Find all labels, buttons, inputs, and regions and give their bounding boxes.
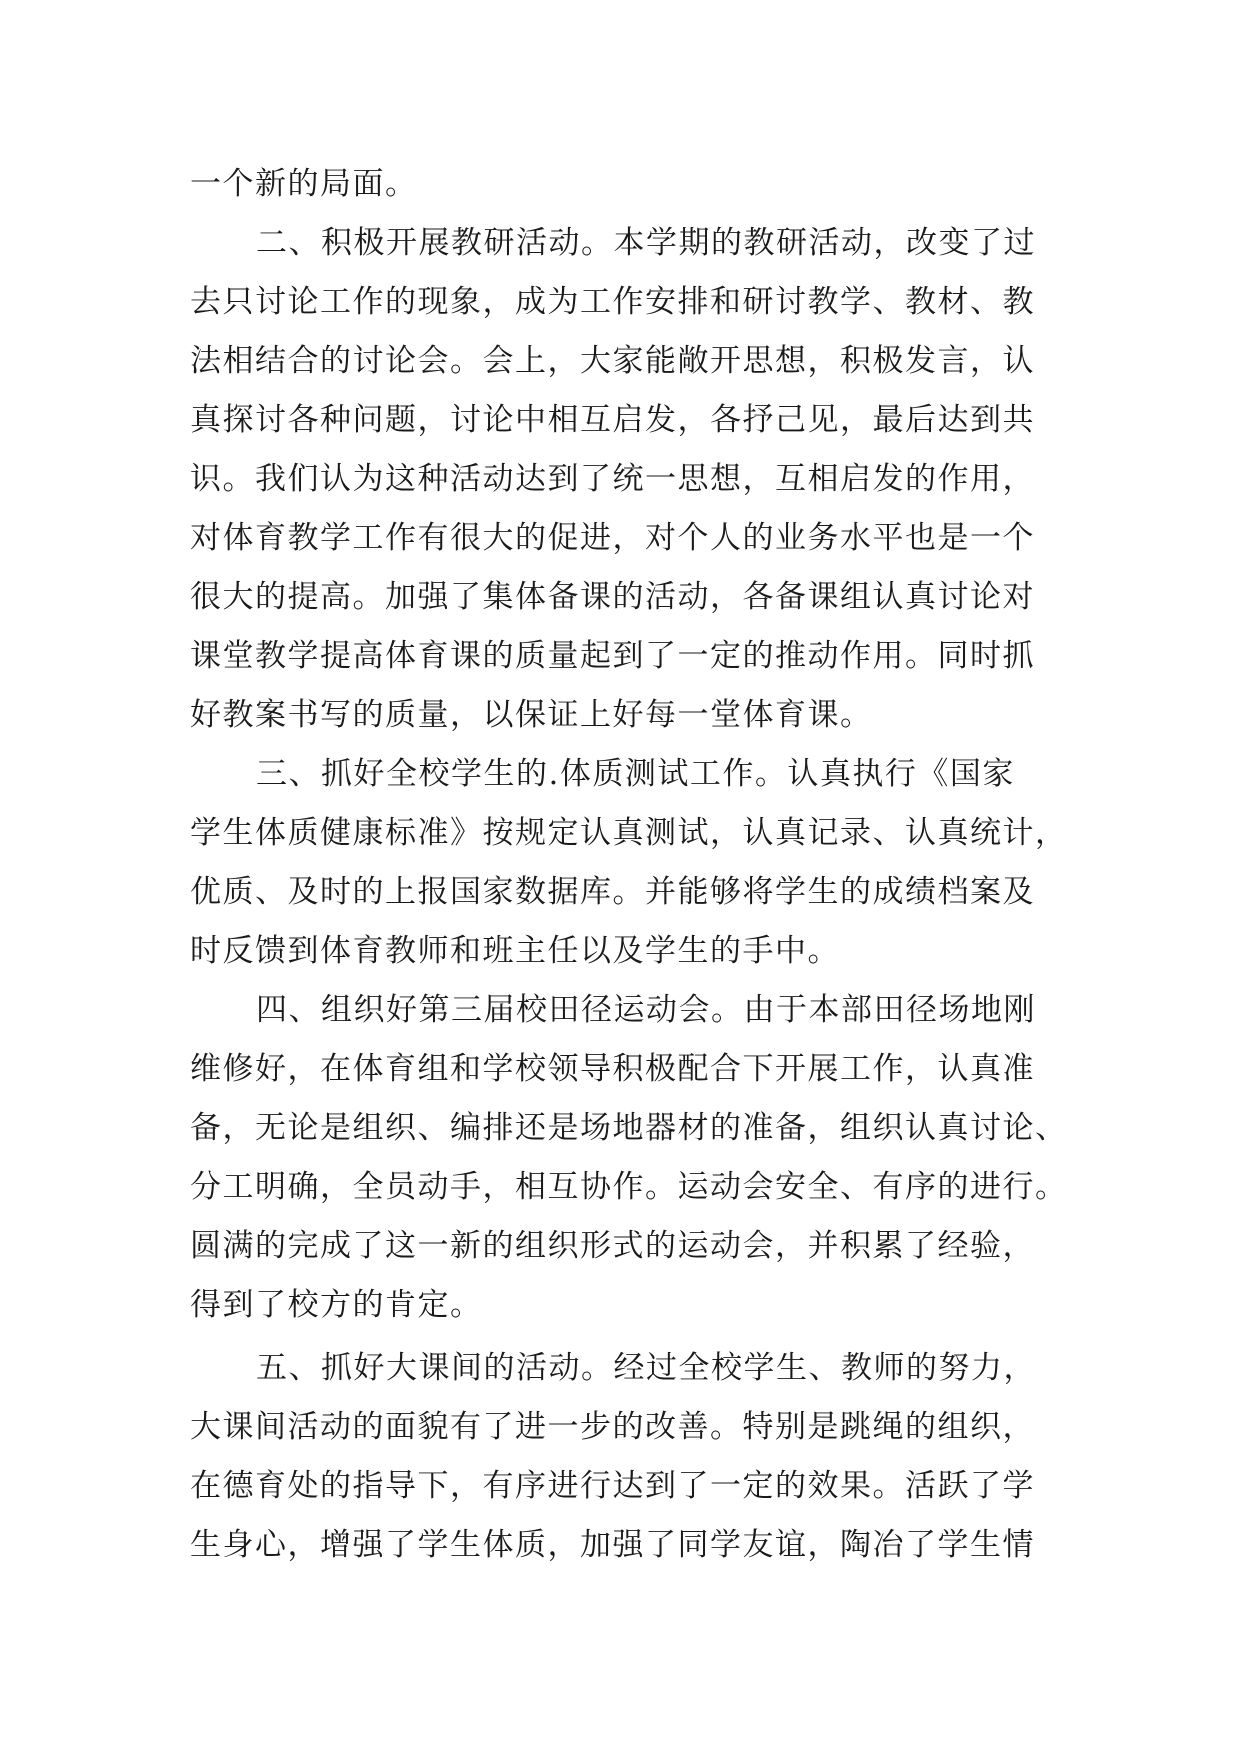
text-line: 识。我们认为这种活动达到了统一思想，互相启发的作用，: [190, 461, 1035, 497]
text-line: 法相结合的讨论会。会上，大家能敞开思想，积极发言，认: [190, 343, 1035, 379]
paragraph-2-start: 二、积极开展教研活动。本学期的教研活动，改变了过: [256, 225, 1036, 261]
text-line: 时反馈到体育教师和班主任以及学生的手中。: [190, 933, 840, 969]
text-line: 很大的提高。加强了集体备课的活动，各备课组认真讨论对: [190, 579, 1035, 615]
text-line: 对体育教学工作有很大的促进，对个人的业务水平也是一个: [190, 520, 1035, 556]
text-line: 真探讨各种问题，讨论中相互启发，各抒己见，最后达到共: [190, 402, 1035, 438]
paragraph-3-start: 三、抓好全校学生的.体质测试工作。认真执行《国家: [256, 756, 1015, 792]
text-line: 圆满的完成了这一新的组织形式的运动会，并积累了经验，: [190, 1228, 1035, 1264]
text-line: 好教案书写的质量，以保证上好每一堂体育课。: [190, 697, 873, 733]
text-line: 分工明确，全员动手，相互协作。运动会安全、有序的进行。: [190, 1169, 1068, 1205]
text-line: 备，无论是组织、编排还是场地器材的准备，组织认真讨论、: [190, 1110, 1068, 1146]
text-line: 在德育处的指导下，有序进行达到了一定的效果。活跃了学: [190, 1468, 1035, 1504]
text-line: 学生体质健康标准》按规定认真测试，认真记录、认真统计，: [190, 815, 1068, 851]
text-line: 优质、及时的上报国家数据库。并能够将学生的成绩档案及: [190, 874, 1035, 910]
text-line: 生身心，增强了学生体质，加强了同学友谊，陶冶了学生情: [190, 1527, 1035, 1563]
text-line: 得到了校方的肯定。: [190, 1287, 483, 1323]
text-line: 一个新的局面。: [190, 166, 418, 202]
text-line: 维修好，在体育组和学校领导积极配合下开展工作，认真准: [190, 1051, 1035, 1087]
body-text: [190, 155, 1070, 1575]
paragraph-5-start: 五、抓好大课间的活动。经过全校学生、教师的努力，: [256, 1350, 1036, 1386]
text-line: 大课间活动的面貌有了进一步的改善。特别是跳绳的组织，: [190, 1409, 1035, 1445]
text-line: 去只讨论工作的现象，成为工作安排和研讨教学、教材、教: [190, 284, 1035, 320]
text-line: 课堂教学提高体育课的质量起到了一定的推动作用。同时抓: [190, 638, 1035, 674]
paragraph-4-start: 四、组织好第三届校田径运动会。由于本部田径场地刚: [256, 992, 1036, 1028]
